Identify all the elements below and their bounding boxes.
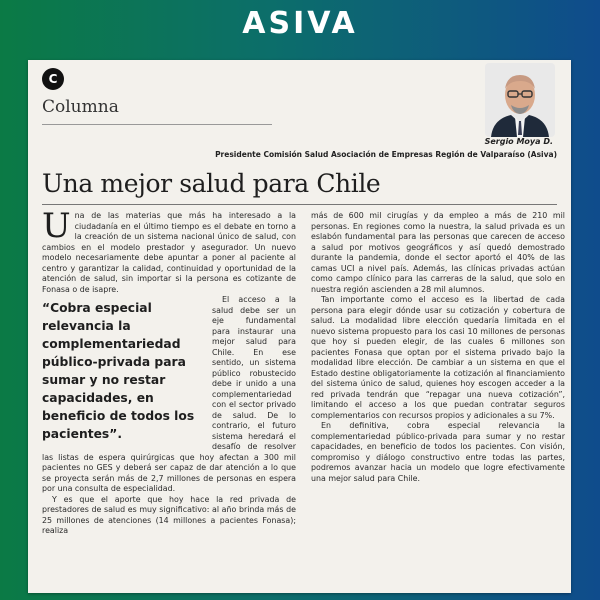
intro-text: na de las materias que más ha interesado a la ciudadanía en el último tiempo es el debate en torno a la creación de un sistema nacional único de salud, con cambios en el modelo prestador y asegurador. Un nuevo modelo necesariamente debe apuntar a poner al paciente al centro y garantizar la calidad, continuidad y oportunidad de la atención de salud, sin importar si la persona es cotizante de Fonasa o de isapre. [42, 211, 296, 294]
section-label: Columna [42, 97, 119, 117]
body-paragraph-3: Y es que el aporte que hoy hace la red privada de prestadores de salud es muy significativo: al año brinda más de 25 millones de atenciones (14 millones a pacientes Fonasa); realiza [42, 494, 296, 535]
drop-cap: U [42, 206, 71, 246]
article-column-left [42, 206, 296, 537]
asiva-logo: ASIVA [242, 6, 358, 41]
author-name: Sergio Moya D. [484, 137, 553, 146]
article-headline: Una mejor salud para Chile [42, 169, 381, 198]
column-badge-icon: C [42, 68, 64, 90]
intro-paragraph [42, 206, 296, 295]
author-portrait-icon [485, 63, 555, 137]
body-paragraph-2: El acceso a la salud debe ser un eje fundamental para instaurar una mejor salud para Chile. En ese sentido, un sistema público robustecido debe ir unido a una complementariedad con el sector privado de salud. De lo contrario, el futuro sistema heredará el desafío de resolver las listas de espera quirúrgicas que hoy afectan a 300 mil pacientes no GES y deberá ser capaz de dar atención a lo que se proyecta serán más de 2,7 millones de personas en espera por una consulta de especialidad. [42, 295, 296, 493]
body-paragraph-5: Tan importante como el acceso es la libertad de cada persona para elegir dónde usar su cotización y cobertura de salud. La modalidad libre elección quedaría limitada en el nuevo sistema propuesto para los casi 10 millones de personas que hoy si pueden elegir, de las cuales 6 millones son pacientes Fonasa que optan por el sistema privado bajo la modalidad libre elección. De cambiar a un sistema en que el Estado destine obligatoriamente la cotización al financiamiento del sistema único de salud, quienes hoy escogen acceder a la red privada tendrán que “repagar una nueva cotización”, limitando el acceso a los que puedan contratar seguros complementarios con recursos propios y adicionales a su 7%. [311, 295, 565, 420]
section-divider [42, 124, 272, 125]
pull-quote: “Cobra especial relevancia la complementariedad público-privada para sumar y no restar capacidades, en beneficio de todos los pacientes”. [42, 301, 195, 441]
headline-rule [42, 204, 557, 205]
author-role: Presidente Comisión Salud Asociación de Empresas Región de Valparaíso (Asiva) [215, 150, 557, 159]
author-photo [485, 63, 555, 137]
body-paragraph-4: más de 600 mil cirugías y da empleo a más de 210 mil personas. En regiones como la nuestra, la salud privada es un eslabón fundamental para las personas que carecen de acceso a salud por motivos geográficos y así quedó demostrado durante la pandemia, donde el sector aportó el 40% de las camas UCI a nivel país. Además, las clínicas privadas actúan como campo clínico para las carreras de la salud, que solo en nuestra región ascienden a 28 mil alumnos. [311, 211, 565, 294]
article-column-right [311, 211, 565, 484]
newspaper-clipping [28, 60, 571, 593]
body-paragraph-6: En definitiva, cobra especial relevancia la complementariedad público-privada para sumar y no restar capacidades, en beneficio de todos los pacientes. Con visión, compromiso y diálogo constructivo entre todas las partes, podremos avanzar hacia un modelo que logre efectivamente una mejor salud para Chile. [311, 421, 565, 483]
